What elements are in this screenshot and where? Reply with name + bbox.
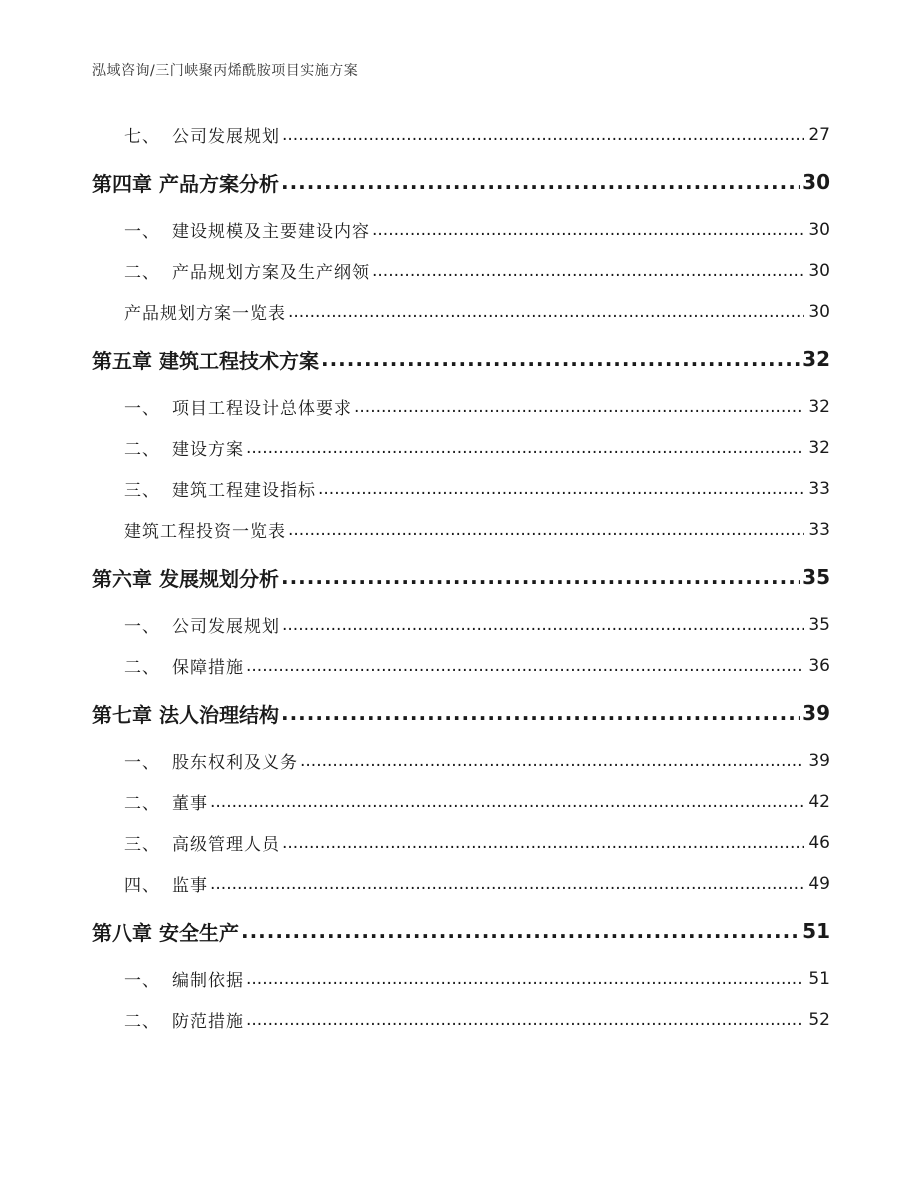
toc-entry-number: 二、 — [124, 658, 160, 678]
toc-entry-title — [92, 748, 298, 773]
toc-entry-title — [92, 789, 208, 814]
toc-entry-title-text: 公司发展规划 — [172, 617, 280, 637]
toc-entry-title-text: 产品规划方案一览表 — [124, 304, 286, 324]
toc-dot-leader — [288, 302, 804, 322]
toc-entry-title — [92, 612, 280, 637]
toc-section-entry[interactable] — [92, 250, 830, 291]
toc-dot-leader — [282, 615, 804, 635]
toc-entry-title-text: 编制依据 — [172, 971, 244, 991]
toc-entry-title — [92, 871, 208, 896]
toc-page-number: 52 — [808, 1009, 830, 1030]
toc-entry-title-text: 建设方案 — [172, 440, 244, 460]
toc-entry-title-text: 建设规模及主要建设内容 — [172, 222, 370, 242]
toc-entry-title — [92, 563, 279, 592]
toc-entry-title-text: 监事 — [172, 876, 208, 896]
toc-page-number: 30 — [802, 170, 830, 194]
toc-entry-number: 三、 — [124, 481, 160, 501]
toc-entry-title-text: 防范措施 — [172, 1012, 244, 1032]
toc-entry-title-text: 保障措施 — [172, 658, 244, 678]
toc-entry-title — [92, 699, 279, 728]
toc-entry-title — [92, 168, 279, 197]
toc-entry-title — [92, 345, 319, 374]
toc-entry-number: 二、 — [124, 263, 160, 283]
toc-entry-title-text: 项目工程设计总体要求 — [172, 399, 352, 419]
table-of-contents — [92, 114, 830, 1040]
toc-dot-leader — [300, 751, 804, 771]
toc-page-number: 33 — [808, 478, 830, 499]
toc-page-number: 51 — [808, 968, 830, 989]
toc-entry-title-text: 第六章 发展规划分析 — [92, 566, 279, 591]
toc-entry-number: 一、 — [124, 971, 160, 991]
toc-entry-title — [92, 517, 286, 542]
toc-entry-number: 四、 — [124, 876, 160, 896]
toc-dot-leader — [246, 438, 804, 458]
toc-entry-title — [92, 217, 370, 242]
toc-section-entry[interactable] — [92, 468, 830, 509]
toc-dot-leader — [246, 1010, 804, 1030]
toc-page-number: 51 — [802, 919, 830, 943]
toc-entry-title-text: 第四章 产品方案分析 — [92, 171, 279, 196]
toc-dot-leader — [210, 792, 804, 812]
toc-entry-title — [92, 966, 244, 991]
toc-section-entry[interactable] — [92, 740, 830, 781]
toc-chapter-entry[interactable] — [92, 332, 830, 386]
toc-entry-title — [92, 476, 316, 501]
toc-dot-leader — [354, 397, 804, 417]
toc-dot-leader — [282, 833, 804, 853]
toc-entry-title-text: 高级管理人员 — [172, 835, 280, 855]
toc-page-number: 49 — [808, 873, 830, 894]
toc-dot-leader — [246, 656, 804, 676]
toc-dot-leader — [241, 919, 800, 943]
toc-entry-title-text: 建筑工程建设指标 — [172, 481, 316, 501]
toc-page-number: 32 — [802, 347, 830, 371]
toc-entry-number: 二、 — [124, 440, 160, 460]
toc-section-entry[interactable] — [92, 386, 830, 427]
toc-entry-number: 三、 — [124, 835, 160, 855]
toc-entry-title-text: 董事 — [172, 794, 208, 814]
toc-page-number: 42 — [808, 791, 830, 812]
toc-dot-leader — [282, 125, 804, 145]
toc-entry-title — [92, 435, 244, 460]
toc-entry-title — [92, 122, 280, 147]
toc-dot-leader — [321, 347, 800, 371]
toc-dot-leader — [372, 220, 804, 240]
toc-entry-number: 一、 — [124, 399, 160, 419]
toc-entry-title — [92, 917, 239, 946]
toc-chapter-entry[interactable] — [92, 550, 830, 604]
toc-section-entry[interactable] — [92, 427, 830, 468]
toc-entry-number: 一、 — [124, 617, 160, 637]
toc-dot-leader — [318, 479, 804, 499]
toc-page-number: 30 — [808, 219, 830, 240]
toc-dot-leader — [210, 874, 804, 894]
toc-entry-title-text: 公司发展规划 — [172, 127, 280, 147]
toc-entry-title — [92, 1007, 244, 1032]
toc-page-number: 46 — [808, 832, 830, 853]
toc-entry-title — [92, 299, 286, 324]
toc-entry-number: 一、 — [124, 222, 160, 242]
toc-page-number: 33 — [808, 519, 830, 540]
toc-entry-title-text: 股东权利及义务 — [172, 753, 298, 773]
toc-page-number: 35 — [802, 565, 830, 589]
toc-entry-title — [92, 830, 280, 855]
toc-page-number: 32 — [808, 396, 830, 417]
toc-section-entry[interactable] — [92, 291, 830, 332]
toc-entry-title-text: 第八章 安全生产 — [92, 920, 239, 945]
toc-page-number: 30 — [808, 260, 830, 281]
toc-entry-number: 一、 — [124, 753, 160, 773]
toc-page-number: 30 — [808, 301, 830, 322]
toc-entry-number: 二、 — [124, 794, 160, 814]
toc-chapter-entry[interactable] — [92, 155, 830, 209]
toc-entry-number: 二、 — [124, 1012, 160, 1032]
toc-chapter-entry[interactable] — [92, 904, 830, 958]
toc-section-entry[interactable] — [92, 863, 830, 904]
toc-entry-number: 七、 — [124, 127, 160, 147]
toc-dot-leader — [281, 701, 800, 725]
toc-section-entry[interactable] — [92, 822, 830, 863]
toc-section-entry[interactable] — [92, 958, 830, 999]
toc-section-entry[interactable] — [92, 645, 830, 686]
toc-entry-title-text: 建筑工程投资一览表 — [124, 522, 286, 542]
toc-section-entry[interactable] — [92, 781, 830, 822]
toc-entry-title — [92, 653, 244, 678]
toc-entry-title-text: 产品规划方案及生产纲领 — [172, 263, 370, 283]
toc-page-number: 32 — [808, 437, 830, 458]
toc-dot-leader — [281, 170, 800, 194]
toc-section-entry[interactable] — [92, 604, 830, 645]
toc-entry-title-text: 第五章 建筑工程技术方案 — [92, 348, 319, 373]
toc-entry-title-text: 第七章 法人治理结构 — [92, 702, 279, 727]
toc-page-number: 39 — [802, 701, 830, 725]
toc-dot-leader — [372, 261, 804, 281]
toc-page-number: 35 — [808, 614, 830, 635]
toc-section-entry[interactable] — [92, 209, 830, 250]
toc-dot-leader — [288, 520, 804, 540]
toc-section-entry[interactable] — [92, 509, 830, 550]
toc-page-number: 36 — [808, 655, 830, 676]
toc-page-number: 27 — [808, 124, 830, 145]
running-header: 泓域咨询/三门峡聚丙烯酰胺项目实施方案 — [92, 63, 359, 79]
toc-dot-leader — [246, 969, 804, 989]
toc-page-number: 39 — [808, 750, 830, 771]
toc-section-entry[interactable] — [92, 114, 830, 155]
toc-section-entry[interactable] — [92, 999, 830, 1040]
toc-chapter-entry[interactable] — [92, 686, 830, 740]
toc-entry-title — [92, 394, 352, 419]
toc-dot-leader — [281, 565, 800, 589]
toc-entry-title — [92, 258, 370, 283]
